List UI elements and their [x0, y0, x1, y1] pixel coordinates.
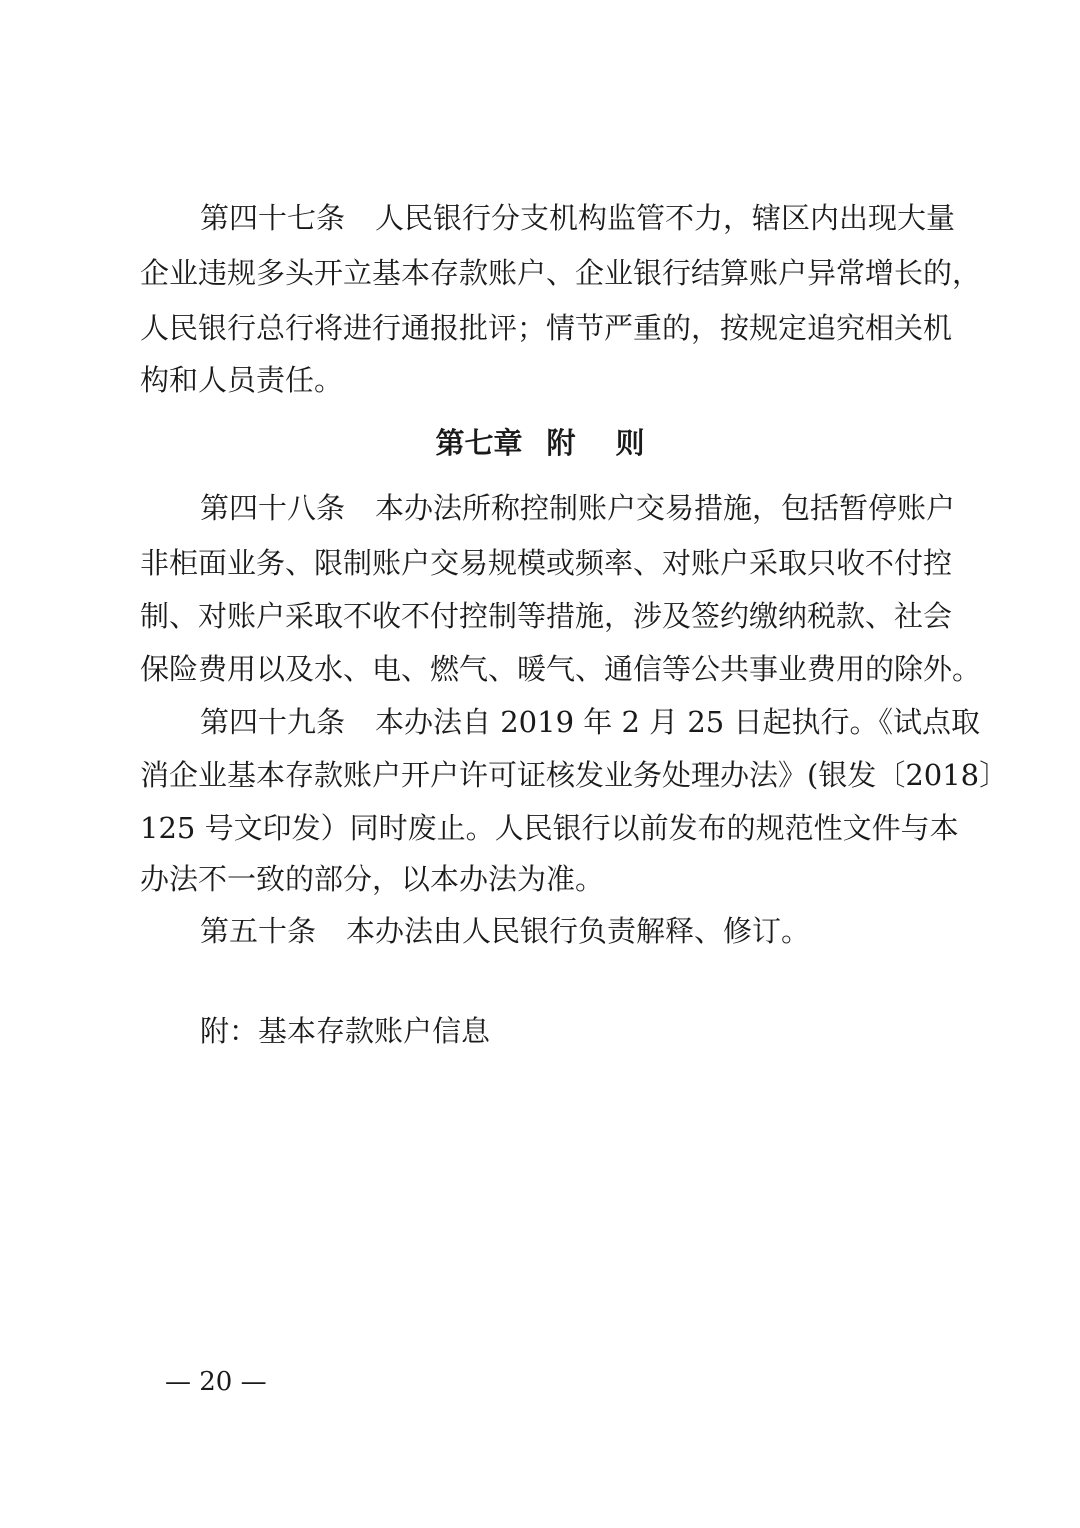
- article-49-text-1: 本办法自 2019 年 2 月 25 日起执行。《试点取: [375, 705, 980, 739]
- article-48-heading: 第四十八条: [200, 491, 346, 525]
- attachment-note: 附：基本存款账户信息: [200, 1014, 491, 1048]
- article-48-line-4: 保险费用以及水、电、燃气、暖气、通信等公共事业费用的除外。: [140, 652, 982, 686]
- article-48-line-1: [200, 490, 956, 526]
- article-49-line-3: 125 号文印发）同时废止。人民银行以前发布的规范性文件与本: [140, 811, 959, 845]
- article-47-line-4: 构和人员责任。: [140, 363, 344, 397]
- article-47-line-3: 人民银行总行将进行通报批评；情节严重的，按规定追究相关机: [140, 311, 953, 345]
- article-47-text-1: 人民银行分支机构监管不力，辖区内出现大量: [375, 201, 956, 235]
- page-number: — 20 —: [165, 1367, 267, 1397]
- article-48-line-2: 非柜面业务、限制账户交易规模或频率、对账户采取只收不付控: [140, 546, 953, 580]
- article-47-heading: 第四十七条: [200, 201, 346, 235]
- article-47-line-2: 企业违规多头开立基本存款账户、企业银行结算账户异常增长的，: [140, 256, 982, 290]
- article-50-line-1: [200, 913, 940, 949]
- article-49-line-4: 办法不一致的部分，以本办法为准。: [140, 862, 605, 896]
- article-49-heading: 第四十九条: [200, 705, 346, 739]
- chapter-title-1: 附: [546, 426, 576, 460]
- chapter-title-2: 则: [615, 426, 645, 460]
- article-48-line-3: 制、对账户采取不收不付控制等措施，涉及签约缴纳税款、社会: [140, 599, 953, 633]
- chapter-number: 第七章: [435, 426, 523, 460]
- article-49-line-2: 消企业基本存款账户开户许可证核发业务处理办法》(银发〔2018〕: [140, 758, 1009, 792]
- article-50-heading: 第五十条: [200, 914, 317, 948]
- article-50-text-1: 本办法由人民银行负责解释、修订。: [346, 914, 811, 948]
- article-48-text-1: 本办法所称控制账户交易措施，包括暂停账户: [375, 491, 956, 525]
- article-47-line-1: [200, 200, 956, 236]
- chapter-heading: [0, 425, 1080, 461]
- article-49-line-1: [200, 704, 980, 740]
